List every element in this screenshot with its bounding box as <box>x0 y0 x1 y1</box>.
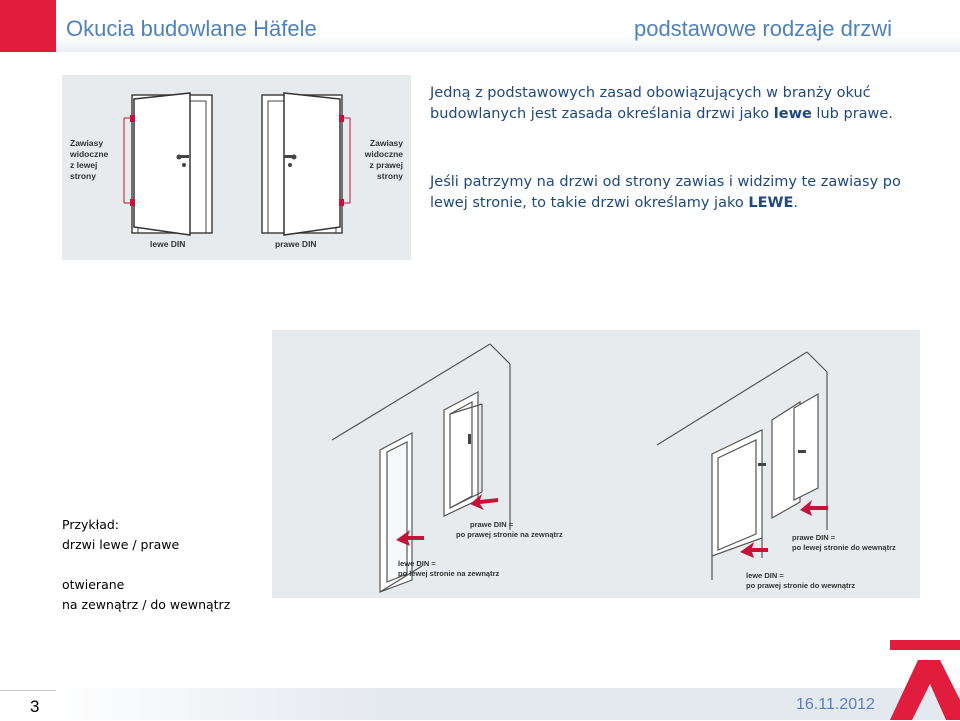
example-line-2: drzwi lewe / prawe <box>62 537 180 552</box>
right-hinge-label-1: Zawiasy <box>369 138 403 148</box>
example-line-1: Przykład: <box>62 517 120 532</box>
intro-paragraph-2: Jeśli patrzymy na drzwi od strony zawias i widzimy te zawiasy po lewej stronie, to takie drzwi określamy jako LEWE. <box>430 174 901 211</box>
hafele-logo-icon <box>860 636 960 720</box>
keyword-lewe-caps: LEWE <box>748 195 794 211</box>
left-hinge-label-4: strony <box>70 171 96 181</box>
right-hinge-label-3: z prawej <box>369 160 403 170</box>
keyword-prawe: prawe <box>843 106 889 122</box>
label-c-line2: po lewej stronie do wewnątrz <box>792 543 896 552</box>
right-door-caption: prawe DIN <box>275 239 317 249</box>
door-opening-figure <box>272 330 920 598</box>
label-c-line1: prawe DIN = <box>792 533 836 542</box>
label-b-line1: lewe DIN = <box>398 559 436 568</box>
presentation-title: Okucia budowlane Häfele <box>66 16 317 41</box>
label-d-line2: po prawej stronie do wewnątrz <box>746 581 856 590</box>
right-door-illustration <box>262 93 350 235</box>
label-a-line1: prawe DIN = <box>470 520 514 529</box>
slide-date: 16.11.2012 <box>796 696 875 713</box>
right-hinge-label-4: strony <box>377 171 403 181</box>
page-number-box <box>0 690 56 721</box>
example-caption <box>62 515 230 615</box>
label-b-line2: po lewej stronie na zewnątrz <box>398 569 500 578</box>
left-hinge-label-1: Zawiasy <box>70 138 104 148</box>
keyword-lewe: lewe <box>773 106 812 122</box>
label-a-line2: po prawej stronie na zewnątrz <box>456 530 563 539</box>
right-hinge-label-2: widoczne <box>364 149 403 159</box>
header-red-tab <box>0 0 56 52</box>
example-line-3: otwierane <box>62 577 125 592</box>
left-hinge-label-2: widoczne <box>70 149 109 159</box>
left-door-caption: lewe DIN <box>150 239 186 249</box>
page-number: 3 <box>30 697 40 716</box>
slide-topic: podstawowe rodzaje drzwi <box>633 16 892 41</box>
din-doors-figure <box>62 75 411 260</box>
left-hinge-label-3: z lewej <box>70 160 98 170</box>
intro-paragraph-1: Jedną z podstawowych zasad obowiązujących w branży okuć budowlanych jest zasada określania drzwi jako lewe lub prawe. <box>430 85 893 122</box>
left-door-illustration <box>124 93 212 235</box>
label-d-line1: lewe DIN = <box>746 571 784 580</box>
left-room-illustration <box>332 344 510 592</box>
example-line-4: na zewnątrz / do wewnątrz <box>62 597 231 612</box>
